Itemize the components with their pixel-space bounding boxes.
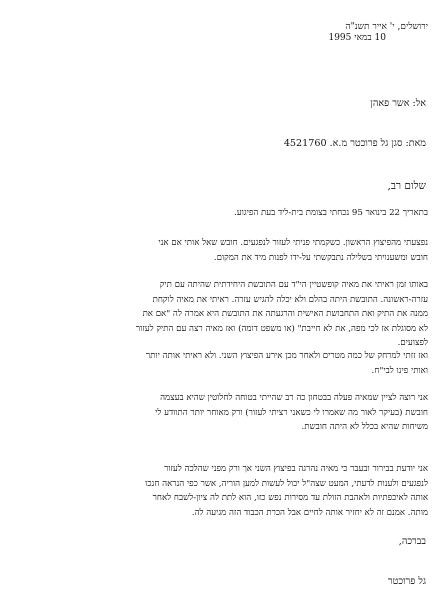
paragraph-line: באותו זמן ראיתי את מאיה קופשטיין הי"ד עם התובשת היחידתית שהיתה עם תיק (159, 280, 428, 290)
paragraph-line: ואותי פינו לבי"ח. (371, 365, 428, 376)
greeting: שלום רב, (387, 180, 426, 192)
paragraph-line: אני יודעת בבירור ובעבר כי מאיה נהרגה בפיצוץ השני אך ורק מפני שהלכה לעזור (164, 464, 428, 474)
closing: בברכה, (398, 536, 426, 547)
paragraph-line: אני רוצה לציין שמאיה פעלה בבטחון כה רב שהייתי בטוחה לחלוטין שהיא בעצמה (160, 393, 428, 403)
paragraph-2 (18, 236, 428, 265)
paragraph-3 (18, 278, 428, 351)
letter-header (228, 22, 428, 44)
paragraph-line: מותה. אמנם זה לא יחזיר אותה לחיים אבל הכרת הכבוד הזה מגיעה לה. (191, 507, 428, 518)
hebrew-date: ירושלים, י' אייר תשנ"ה (345, 22, 428, 32)
paragraph-line: לנפגעים ולענות לדעתי, המעט שצה"ל יכול לעשות למען הוריה, אשר כפי הנראה חנכו (145, 478, 428, 489)
paragraph-line: נפצעתי מהפיצוץ הראשון. כשקמתי פניתי לעזור לנפגעים. חובש שאל אותי אם אני (158, 238, 428, 248)
recipient-line: אל: אשר פאהן (370, 98, 426, 109)
paragraph-line: לא מסוגלת אז לכי מפה, את לא חייבת" (או משפט דומה) ואז מאיה רצה עם התיק לעזור (135, 323, 428, 334)
paragraph-line: אותה לאיכפתיות ולאהבת הזולת עד מסירות נפש כזו, הוא לתת לה ציון-לשבח לאחר (152, 493, 428, 503)
gregorian-date: 10 במאי 1995 (328, 33, 386, 43)
paragraph-line: ואז זזתי למרחק של כמה מטרים ולאחר מכן אירע הפיצוץ השני. ולא ראיתי אותה יותר (145, 351, 428, 361)
paragraph-1 (18, 206, 428, 221)
paragraph-line: בתאריך 22 בינואר 95 נכחתי בצומת בית-ליד בעת הפיגוע. (233, 208, 428, 218)
paragraph-6 (18, 462, 428, 520)
paragraph-line: משיחות שהיא בכלל לא היתה חובשת. (301, 422, 428, 432)
paragraph-line: חובש ומשענויתי בשלילה נתבקשתי על-ידו לפנות מיד את המקום. (213, 252, 428, 263)
sender-line: מאת: סגן גל פרוכטר מ.א. 4521760 (283, 138, 426, 149)
paragraph-4 (18, 349, 428, 378)
paragraph-line: חובשת (בעיקר לאור מה שאמרו לי כשאני רציתי לעזור) ורק מאוחר יותר התוודע לי (155, 407, 428, 418)
paragraph-5 (18, 391, 428, 435)
signer-name: גל פרוכטר (387, 576, 426, 587)
paragraph-line: ממנה את התיק ואת התחבושת האישית והרגעתה את התובשת היא אמרה לה "אם את (142, 309, 428, 319)
paragraph-line: לפצועים. (397, 338, 428, 348)
paragraph-line: עזרה-ראשונה. התובשת היתה בהלם ולא יכלה להגיש עזרה. ראיתי את מאיה לוקחת (152, 294, 428, 305)
